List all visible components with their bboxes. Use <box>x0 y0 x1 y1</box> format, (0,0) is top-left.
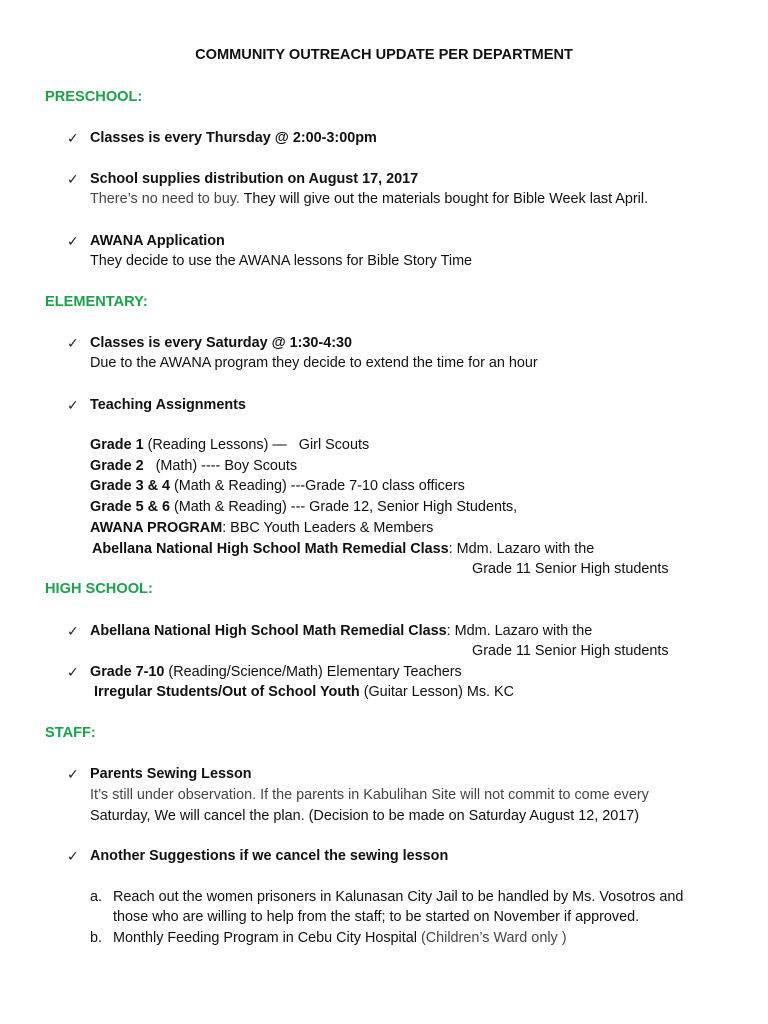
section-heading-elementary: ELEMENTARY: <box>45 294 148 310</box>
list-item-text: Reach out the women prisoners in Kalunasan City Jail to be handled by Ms. Vosotros and <box>113 889 684 905</box>
assignment-detail: : BBC Youth Leaders & Members <box>222 520 434 536</box>
high-school-item <box>94 682 514 702</box>
high-school-item <box>90 662 462 682</box>
assignment-detail: (Math & Reading) ---Grade 7-10 class officers <box>170 478 465 494</box>
assignment-row <box>90 518 433 538</box>
assignment-label: Grade 5 & 6 <box>90 499 170 515</box>
assignment-detail: (Math) ---- Boy Scouts <box>143 458 298 474</box>
item-detail: : Mdm. Lazaro with the <box>446 623 593 639</box>
check-icon: ✓ <box>67 848 79 864</box>
page-title: COMMUNITY OUTREACH UPDATE PER DEPARTMENT <box>195 47 573 63</box>
item-label: Abellana National High School Math Remedial Class <box>90 623 447 639</box>
assignment-detail: : Mdm. Lazaro with the <box>448 541 595 557</box>
assignment-detail: (Reading Lessons) — Girl Scouts <box>143 437 370 453</box>
check-icon: ✓ <box>67 397 79 413</box>
assignment-row <box>90 435 369 455</box>
note-part: There’s no need to buy. <box>90 191 240 207</box>
item-detail: (Reading/Science/Math) Elementary Teachers <box>164 664 462 680</box>
check-icon: ✓ <box>67 766 79 782</box>
section-heading-preschool: PRESCHOOL: <box>45 89 143 105</box>
preschool-item-title: Classes is every Thursday @ 2:00-3:00pm <box>90 130 377 146</box>
check-icon: ✓ <box>67 664 79 680</box>
check-icon: ✓ <box>67 233 79 249</box>
note-part: They will give out the materials bought for Bible Week last April. <box>239 191 649 207</box>
section-heading-high-school: HIGH SCHOOL: <box>45 581 153 597</box>
preschool-item-note: They decide to use the AWANA lessons for Bible Story Time <box>90 253 473 269</box>
assignment-continuation: Grade 11 Senior High students <box>472 561 669 577</box>
list-item-text: those who are willing to help from the staff; to be started on November if approved. <box>113 909 640 925</box>
assignment-label: Grade 1 <box>90 437 144 453</box>
item-label: Grade 7-10 <box>90 664 165 680</box>
check-icon: ✓ <box>67 623 79 639</box>
list-item-text <box>113 928 567 948</box>
elementary-item-title: Classes is every Saturday @ 1:30-4:30 <box>90 335 353 351</box>
list-item-main: Monthly Feeding Program in Cebu City Hospital <box>113 930 417 946</box>
item-detail: (Guitar Lesson) Ms. KC <box>359 684 515 700</box>
preschool-item-note <box>90 189 648 209</box>
list-marker: a. <box>90 889 103 905</box>
elementary-item-note: Due to the AWANA program they decide to extend the time for an hour <box>90 355 538 371</box>
section-heading-staff: STAFF: <box>45 725 96 741</box>
staff-item-title: Another Suggestions if we cancel the sewing lesson <box>90 848 449 864</box>
item-label: Irregular Students/Out of School Youth <box>94 684 360 700</box>
high-school-item-continuation: Grade 11 Senior High students <box>472 643 669 659</box>
elementary-item-title: Teaching Assignments <box>90 397 246 413</box>
staff-item-title: Parents Sewing Lesson <box>90 766 252 782</box>
assignment-label: Grade 3 & 4 <box>90 478 170 494</box>
staff-item-note: Saturday, We will cancel the plan. (Decision to be made on Saturday August 12, 2017) <box>90 808 640 824</box>
assignment-label: AWANA PROGRAM <box>90 520 223 536</box>
staff-item-note: It’s still under observation. If the parents in Kabulihan Site will not commit to come every <box>90 787 649 803</box>
preschool-item-title: AWANA Application <box>90 233 225 249</box>
assignment-row <box>90 497 517 517</box>
assignment-label: Grade 2 <box>90 458 144 474</box>
high-school-item <box>90 621 592 641</box>
check-icon: ✓ <box>67 171 79 187</box>
preschool-item-title: School supplies distribution on August 17, 2017 <box>90 171 419 187</box>
assignment-detail: (Math & Reading) --- Grade 12, Senior High Students, <box>170 499 518 515</box>
assignment-row <box>92 539 594 559</box>
list-item-extra: (Children’s Ward only ) <box>416 930 567 946</box>
check-icon: ✓ <box>67 335 79 351</box>
list-marker: b. <box>90 930 103 946</box>
assignment-row <box>90 456 297 476</box>
assignment-label: Abellana National High School Math Remedial Class <box>92 541 449 557</box>
assignment-row <box>90 476 465 496</box>
check-icon: ✓ <box>67 130 79 146</box>
